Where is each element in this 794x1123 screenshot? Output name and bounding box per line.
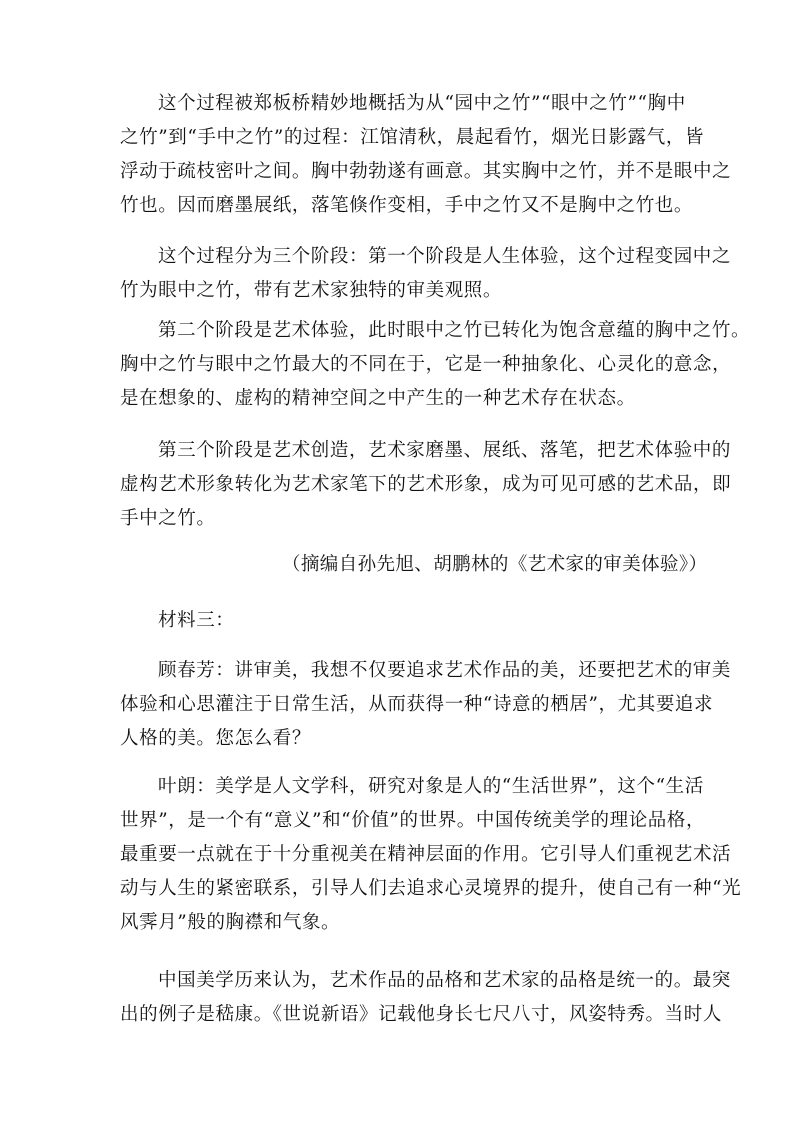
text-line: 动与人生的紧密联系，引导人们去追求心灵境界的提升，使自己有一种“光 <box>120 878 742 899</box>
text-line: 这个过程被郑板桥精妙地概括为从“园中之竹”“眼中之竹”“胸中 <box>158 93 686 114</box>
text-line: 风霁月”般的胸襟和气象。 <box>120 912 341 933</box>
paragraph-ye-lang <box>120 770 742 940</box>
text-line: 第二个阶段是艺术体验，此时眼中之竹已转化为饱含意蕴的胸中之竹。 <box>158 320 751 341</box>
text-line: 浮动于疏枝密叶之间。胸中勃勃遂有画意。其实胸中之竹，并不是眼中之 <box>120 161 732 182</box>
text-line: 叶朗：美学是人文学科，研究对象是人的“生活世界”，这个“生活 <box>158 776 704 797</box>
text-line: 这个过程分为三个阶段：第一个阶段是人生体验，这个过程变园中之 <box>158 246 732 267</box>
section-heading-material-three <box>120 604 680 638</box>
text-line: 出的例子是嵇康。《世说新语》记载他身长七尺八寸，风姿特秀。当时人 <box>120 1004 722 1025</box>
paragraph-gu-chunfang <box>120 654 732 756</box>
text-line: 材料三： <box>158 610 235 631</box>
text-line: 是在想象的、虚构的精神空间之中产生的一种艺术存在状态。 <box>120 388 636 409</box>
text-line: 竹为眼中之竹，带有艺术家独特的审美观照。 <box>120 280 503 301</box>
text-line: 人格的美。您怎么看？ <box>120 728 312 749</box>
text-line: 顾春芳：讲审美，我想不仅要追求艺术作品的美，还要把艺术的审美 <box>158 660 732 681</box>
paragraph-third-stage <box>120 434 732 536</box>
paragraph-ji-kang <box>120 964 732 1032</box>
text-line: 世界”，是一个有“意义”和“价值”的世界。中国传统美学的理论品格， <box>120 810 706 831</box>
text-line: 最重要一点就在于十分重视美在精神层面的作用。它引导人们重视艺术活 <box>120 844 732 865</box>
text-line: 竹也。因而磨墨展纸，落笔倏作变相，手中之竹又不是胸中之竹也。 <box>120 195 694 216</box>
text-line: 胸中之竹与眼中之竹最大的不同在于，它是一种抽象化、心灵化的意念， <box>120 354 732 375</box>
paragraph-second-stage <box>120 314 751 416</box>
paragraph-three-stages <box>120 240 732 308</box>
text-line: 虚构艺术形象转化为艺术家笔下的艺术形象，成为可见可感的艺术品，即 <box>120 474 732 495</box>
text-line: 之竹”到“手中之竹”的过程：江馆清秋，晨起看竹，烟光日影露气，皆 <box>120 127 705 148</box>
text-line: 中国美学历来认为，艺术作品的品格和艺术家的品格是统一的。最突 <box>158 970 732 991</box>
text-line: 第三个阶段是艺术创造，艺术家磨墨、展纸、落笔，把艺术体验中的 <box>158 440 732 461</box>
paragraph-zheng-banqiao-bamboo <box>120 87 732 223</box>
text-line: 手中之竹。 <box>120 508 216 529</box>
source-citation: （摘编自孙先旭、胡鹏林的《艺术家的审美体验》） <box>282 554 708 575</box>
text-line: 体验和心思灌注于日常生活，从而获得一种“诗意的栖居”，尤其要追求 <box>120 694 714 715</box>
